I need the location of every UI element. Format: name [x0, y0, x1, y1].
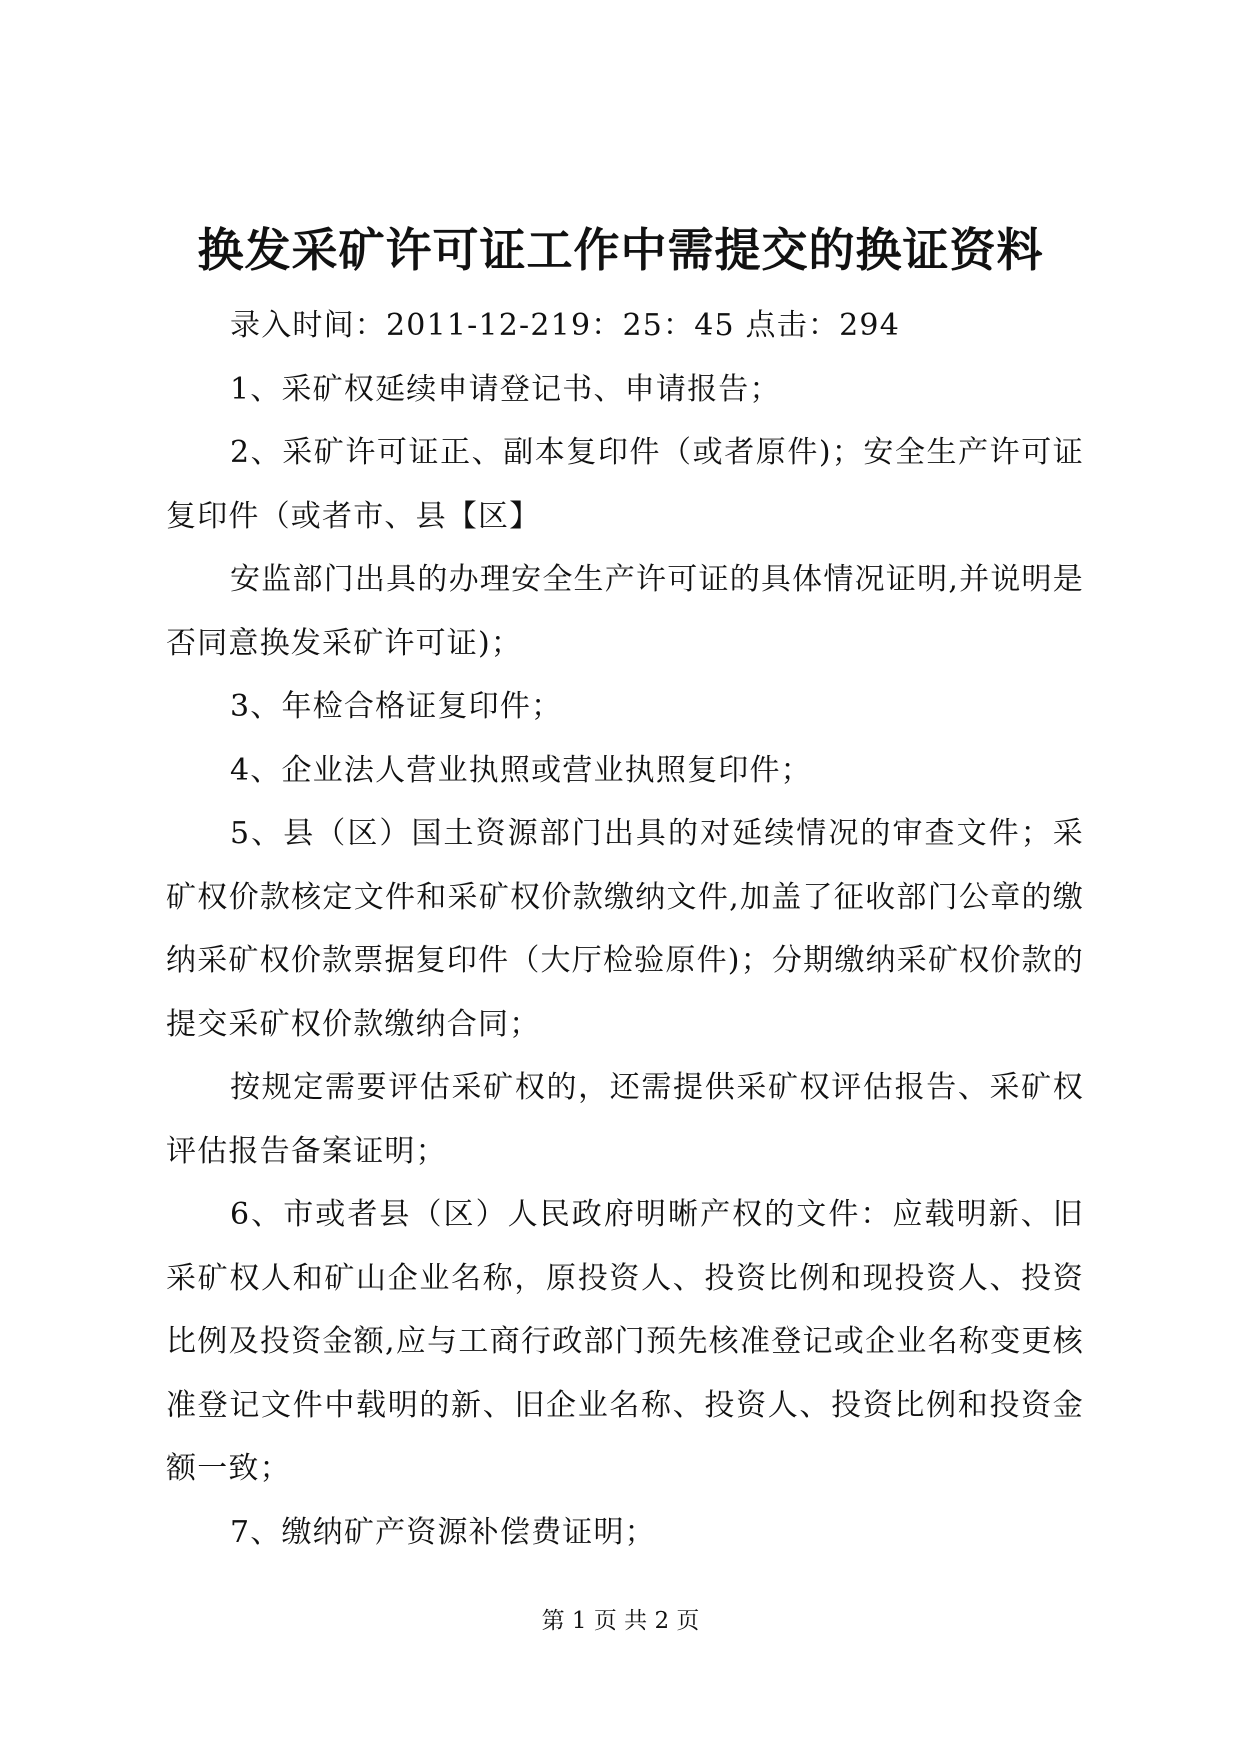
paragraph-item-4: 4、企业法人营业执照或营业执照复印件；: [230, 752, 812, 788]
paragraph-item-7: 7、缴纳矿产资源补偿费证明；: [230, 1514, 656, 1550]
document-title: 换发采矿许可证工作中需提交的换证资料: [197, 223, 1044, 277]
paragraph-item-2: 2、采矿许可证正、副本复印件（或者原件)；安全生产许可证复印件（或者市、县【区】: [166, 435, 1084, 534]
paragraph-item-6: 6、市或者县（区）人民政府明晰产权的文件：应载明新、旧采矿权人和矿山企业名称，原投资人、投资比例和现投资人、投资比例及投资金额,应与工商行政部门预先核准登记或企业名称变更核准登记文件中载明的新、旧企业名称、投资人、投资比例和投资金额一致；: [166, 1197, 1084, 1486]
paragraph-item-5: 5、县（区）国土资源部门出具的对延续情况的审查文件；采矿权价款核定文件和采矿权价款缴纳文件,加盖了征收部门公章的缴纳采矿权价款票据复印件（大厅检验原件)；分期缴纳采矿权价款的提交采矿权价款缴纳合同；: [166, 816, 1085, 1042]
paragraph-item-3: 3、年检合格证复印件；: [230, 689, 563, 724]
entry-meta-line: 录入时间：2011-12-219：25：45 点击：294: [230, 308, 900, 343]
paragraph-item-1: 1、采矿权延续申请登记书、申请报告；: [230, 371, 781, 407]
document-body: [166, 294, 1084, 1564]
paragraph-item-2-continued: 安监部门出具的办理安全生产许可证的具体情况证明,并说明是否同意换发采矿许可证)；: [166, 562, 1084, 661]
page-number-footer: 第 1 页 共 2 页: [541, 1608, 700, 1634]
paragraph-item-5-continued: 按规定需要评估采矿权的，还需提供采矿权评估报告、采矿权评估报告备案证明；: [166, 1070, 1084, 1169]
